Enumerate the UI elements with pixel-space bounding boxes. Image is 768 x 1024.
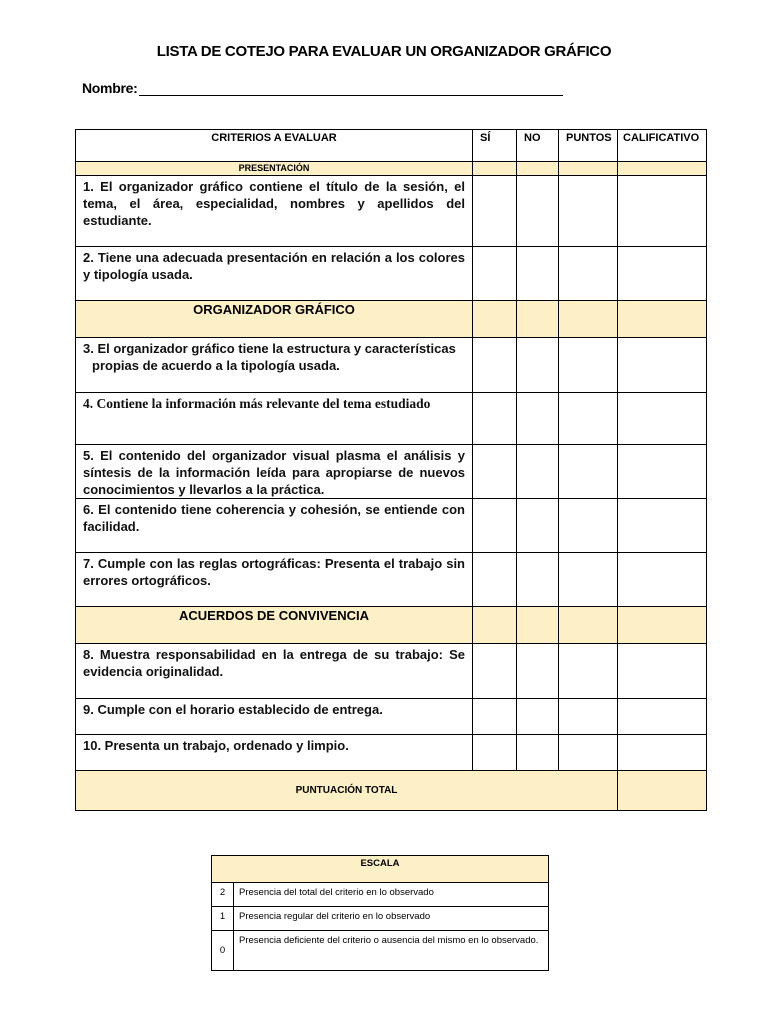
criterion-4: 4. Contiene la información más relevante del tema estudiado [76,393,473,445]
criterion-3-line-1: 3. El organizador gráfico tiene la estructura y características [83,341,456,356]
check-no [517,735,559,771]
header-puntos: PUNTOS [559,130,618,162]
criterion-1: 1. El organizador gráfico contiene el título de la sesión, el tema, el área, especialidad, nombres y apellidos del estudiante. [76,176,473,247]
criterion-row [76,735,707,771]
check-no [517,644,559,699]
criterion-6: 6. El contenido tiene coherencia y cohesión, se entiende con facilidad. [76,499,473,553]
escala-row [212,883,549,907]
puntos-cell [559,699,618,735]
criterion-7: 7. Cumple con las reglas ortográficas: Presenta el trabajo sin errores ortográficos. [76,553,473,607]
puntos-cell [559,553,618,607]
total-value-cell [618,771,707,811]
page-title: LISTA DE COTEJO PARA EVALUAR UN ORGANIZADOR GRÁFICO [156,43,612,60]
section-presentacion: PRESENTACIÓN [76,162,473,176]
check-no [517,553,559,607]
total-label: PUNTUACIÓN TOTAL [76,771,618,811]
puntos-cell [559,338,618,393]
header-row [76,130,707,162]
check-si [473,338,517,393]
escala-header-row [212,856,549,883]
puntos-cell [559,499,618,553]
calificativo-cell [618,735,707,771]
section-row [76,607,707,644]
criterion-3 [76,338,473,393]
puntos-cell [559,393,618,445]
escala-table [211,855,549,971]
section-acuerdos: ACUERDOS DE CONVIVENCIA [76,607,473,644]
criterion-row [76,393,707,445]
criterion-row [76,699,707,735]
total-row [76,771,707,811]
escala-value: 0 [212,931,234,971]
section-row [76,162,707,176]
cell [473,607,517,644]
name-blank-line [139,81,563,96]
criterion-row [76,499,707,553]
puntos-cell [559,247,618,301]
header-si: SÍ [473,130,517,162]
criterion-10: 10. Presenta un trabajo, ordenado y limpio. [76,735,473,771]
check-si [473,735,517,771]
check-si [473,553,517,607]
cell [517,301,559,338]
cell [559,162,618,176]
escala-row [212,931,549,971]
criterion-row [76,176,707,247]
calificativo-cell [618,445,707,499]
section-row [76,301,707,338]
criterion-row [76,247,707,301]
criterion-row [76,553,707,607]
puntos-cell [559,735,618,771]
criterion-8: 8. Muestra responsabilidad en la entrega de su trabajo: Se evidencia originalidad. [76,644,473,699]
check-no [517,176,559,247]
name-label: Nombre: [82,80,138,96]
cell [559,301,618,338]
check-no [517,393,559,445]
check-no [517,247,559,301]
checklist-table [75,129,707,811]
calificativo-cell [618,644,707,699]
cell [618,301,707,338]
check-no [517,699,559,735]
cell [618,607,707,644]
criterion-2: 2. Tiene una adecuada presentación en relación a los colores y tipología usada. [76,247,473,301]
calificativo-cell [618,176,707,247]
puntos-cell [559,445,618,499]
escala-row [212,907,549,931]
cell [618,162,707,176]
escala-desc: Presencia del total del criterio en lo observado [234,883,549,907]
escala-desc: Presencia regular del criterio en lo observado [234,907,549,931]
calificativo-cell [618,247,707,301]
criterion-9: 9. Cumple con el horario establecido de entrega. [76,699,473,735]
check-si [473,699,517,735]
check-si [473,644,517,699]
calificativo-cell [618,699,707,735]
escala-title: ESCALA [212,856,549,883]
criterion-row [76,644,707,699]
check-no [517,445,559,499]
cell [517,607,559,644]
header-calificativo: CALIFICATIVO [618,130,707,162]
puntos-cell [559,176,618,247]
cell [473,301,517,338]
escala-value: 2 [212,883,234,907]
calificativo-cell [618,338,707,393]
section-organizador: ORGANIZADOR GRÁFICO [76,301,473,338]
check-si [473,499,517,553]
header-criterios: CRITERIOS A EVALUAR [76,130,473,162]
cell [517,162,559,176]
criterion-row [76,445,707,499]
escala-value: 1 [212,907,234,931]
escala-desc: Presencia deficiente del criterio o ausencia del mismo en lo observado. [234,931,549,971]
calificativo-cell [618,499,707,553]
header-no: NO [517,130,559,162]
check-no [517,338,559,393]
check-si [473,176,517,247]
check-si [473,393,517,445]
check-no [517,499,559,553]
criterion-5: 5. El contenido del organizador visual plasma el análisis y síntesis de la información leída para apropiarse de nuevos conocimientos y llevarlos a la práctica. [76,445,473,499]
criterion-3-line-2: propias de acuerdo a la tipología usada. [92,358,340,373]
check-si [473,247,517,301]
cell [473,162,517,176]
calificativo-cell [618,393,707,445]
cell [559,607,618,644]
calificativo-cell [618,553,707,607]
criterion-row [76,338,707,393]
name-field [82,80,563,96]
puntos-cell [559,644,618,699]
check-si [473,445,517,499]
